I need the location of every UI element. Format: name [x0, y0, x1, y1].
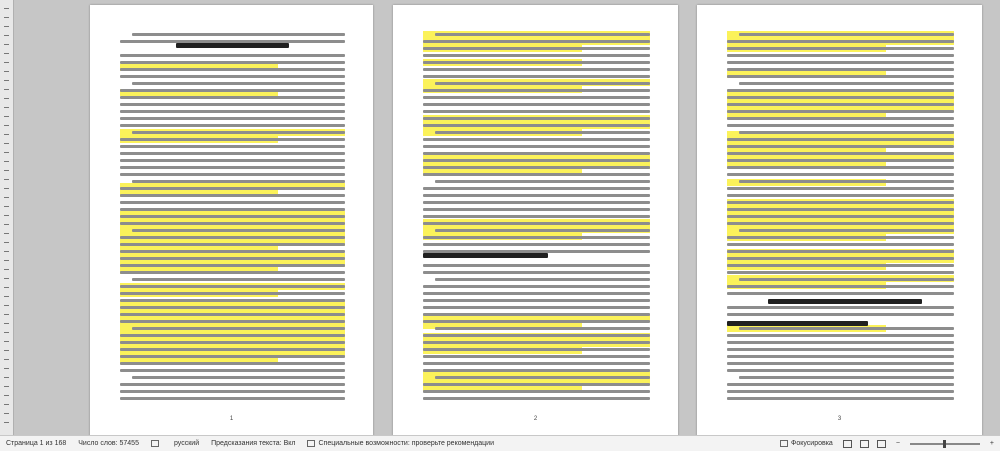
- text-line: [132, 327, 345, 330]
- ruler-tick: [4, 143, 9, 144]
- accessibility-checker[interactable]: [301, 440, 500, 447]
- ruler-tick: [4, 224, 9, 225]
- text-line: [423, 390, 650, 393]
- text-line: [120, 313, 345, 316]
- text-line: [120, 201, 345, 204]
- text-line: [132, 376, 345, 379]
- text-line: [727, 383, 954, 386]
- ruler-tick: [4, 359, 9, 360]
- focus-icon: [780, 440, 788, 447]
- ruler-tick: [4, 350, 9, 351]
- text-line: [120, 96, 345, 99]
- text-line: [727, 145, 954, 148]
- text-line: [739, 180, 954, 183]
- text-line: [423, 383, 650, 386]
- ruler-tick: [4, 8, 9, 9]
- text-line: [120, 299, 345, 302]
- text-line: [739, 82, 954, 85]
- text-line: [423, 236, 650, 239]
- text-line: [423, 313, 650, 316]
- accessibility-label: Специальные возможности: проверьте рекомендации: [318, 440, 494, 447]
- text-prediction-status[interactable]: Предсказания текста: Вкл: [211, 440, 296, 447]
- ruler-tick: [4, 251, 9, 252]
- text-line: [120, 397, 345, 400]
- text-line: [423, 124, 650, 127]
- ruler-tick: [4, 44, 9, 45]
- ruler-tick: [4, 134, 9, 135]
- text-line: [727, 61, 954, 64]
- ruler-tick: [4, 116, 9, 117]
- text-line: [120, 152, 345, 155]
- text-line: [727, 138, 954, 141]
- text-line: [727, 285, 954, 288]
- text-line: [739, 229, 954, 232]
- text-line: [727, 75, 954, 78]
- ruler-tick: [4, 98, 9, 99]
- text-line: [423, 103, 650, 106]
- text-line: [435, 278, 650, 281]
- text-line: [120, 271, 345, 274]
- print-layout-icon[interactable]: [860, 440, 869, 448]
- text-line: [423, 299, 650, 302]
- vertical-ruler: [0, 0, 14, 436]
- ruler-tick: [4, 323, 9, 324]
- document-page-1[interactable]: [90, 5, 373, 436]
- text-line: [120, 124, 345, 127]
- page-1-text-area: [120, 31, 345, 402]
- text-line: [423, 68, 650, 71]
- ruler-tick: [4, 287, 9, 288]
- text-line: [423, 61, 650, 64]
- word-count[interactable]: Число слов: 57455: [78, 440, 139, 447]
- text-line: [727, 187, 954, 190]
- text-line: [727, 355, 954, 358]
- text-line: [423, 96, 650, 99]
- text-line: [423, 117, 650, 120]
- ruler-tick: [4, 206, 9, 207]
- text-line: [132, 229, 345, 232]
- text-line: [727, 68, 954, 71]
- text-line: [120, 68, 345, 71]
- text-line: [120, 236, 345, 239]
- text-line: [423, 271, 650, 274]
- text-line: [435, 33, 650, 36]
- zoom-slider[interactable]: [910, 443, 980, 445]
- text-line: [435, 180, 650, 183]
- text-line: [423, 334, 650, 337]
- text-line: [120, 159, 345, 162]
- heading-line: [727, 321, 868, 326]
- ruler-tick: [4, 53, 9, 54]
- page-number-2: 2: [533, 416, 538, 422]
- focus-mode-button[interactable]: [774, 440, 839, 447]
- document-page-3[interactable]: [697, 5, 982, 436]
- text-line: [120, 341, 345, 344]
- text-line: [423, 47, 650, 50]
- heading-line: [423, 253, 548, 258]
- text-line: [727, 257, 954, 260]
- text-line: [727, 96, 954, 99]
- text-line: [739, 376, 954, 379]
- text-line: [423, 243, 650, 246]
- page-info[interactable]: Страница 1 из 168: [6, 440, 67, 447]
- text-line: [727, 362, 954, 365]
- ruler-tick: [4, 332, 9, 333]
- ruler-tick: [4, 395, 9, 396]
- ruler-tick: [4, 260, 9, 261]
- text-line: [120, 250, 345, 253]
- zoom-in-button[interactable]: +: [989, 440, 994, 447]
- text-line: [423, 40, 650, 43]
- text-line: [423, 75, 650, 78]
- ruler-tick: [4, 179, 9, 180]
- status-bar: [0, 435, 1000, 451]
- text-line: [423, 201, 650, 204]
- text-line: [120, 75, 345, 78]
- text-line: [120, 173, 345, 176]
- text-line: [120, 103, 345, 106]
- language-indicator[interactable]: русский: [173, 440, 200, 447]
- text-line: [120, 222, 345, 225]
- text-line: [739, 33, 954, 36]
- text-line: [423, 138, 650, 141]
- text-line: [423, 369, 650, 372]
- ruler-tick: [4, 305, 9, 306]
- page-number-1: 1: [229, 416, 234, 422]
- proofing-status[interactable]: [145, 440, 168, 447]
- text-line: [727, 397, 954, 400]
- text-line: [727, 341, 954, 344]
- text-line: [120, 243, 345, 246]
- text-line: [727, 159, 954, 162]
- ruler-tick: [4, 386, 9, 387]
- ruler-tick: [4, 17, 9, 18]
- text-line: [423, 348, 650, 351]
- text-line: [132, 33, 345, 36]
- page-2-text-area: [423, 31, 650, 402]
- page-number-3: 3: [837, 416, 842, 422]
- text-line: [739, 327, 954, 330]
- text-line: [120, 390, 345, 393]
- text-line: [727, 103, 954, 106]
- ruler-tick: [4, 161, 9, 162]
- text-line: [120, 383, 345, 386]
- text-line: [423, 285, 650, 288]
- text-line: [120, 208, 345, 211]
- text-line: [727, 215, 954, 218]
- focus-label: Фокусировка: [791, 440, 833, 447]
- text-line: [120, 334, 345, 337]
- text-line: [120, 348, 345, 351]
- text-line: [423, 306, 650, 309]
- text-line: [727, 54, 954, 57]
- ruler-tick: [4, 314, 9, 315]
- ruler-tick: [4, 107, 9, 108]
- text-line: [435, 82, 650, 85]
- text-line: [727, 264, 954, 267]
- text-line: [727, 173, 954, 176]
- ruler-tick: [4, 233, 9, 234]
- text-line: [120, 215, 345, 218]
- text-line: [727, 271, 954, 274]
- web-layout-icon[interactable]: [877, 440, 886, 448]
- ruler-tick: [4, 404, 9, 405]
- text-line: [727, 166, 954, 169]
- ruler-tick: [4, 278, 9, 279]
- text-line: [120, 292, 345, 295]
- document-page-2[interactable]: [393, 5, 678, 436]
- text-line: [739, 278, 954, 281]
- text-line: [120, 138, 345, 141]
- text-line: [132, 180, 345, 183]
- ruler-tick: [4, 215, 9, 216]
- ruler-tick: [4, 188, 9, 189]
- text-line: [727, 110, 954, 113]
- text-line: [423, 173, 650, 176]
- text-line: [727, 222, 954, 225]
- text-line: [423, 320, 650, 323]
- ruler-tick: [4, 152, 9, 153]
- ruler-tick: [4, 197, 9, 198]
- text-line: [727, 201, 954, 204]
- ruler-tick: [4, 269, 9, 270]
- text-line: [423, 355, 650, 358]
- heading-line: [768, 299, 922, 304]
- text-line: [727, 194, 954, 197]
- page-3-text-area: [727, 31, 954, 402]
- text-line: [120, 89, 345, 92]
- text-line: [423, 152, 650, 155]
- text-line: [727, 243, 954, 246]
- text-line: [120, 264, 345, 267]
- text-line: [423, 166, 650, 169]
- text-line: [423, 362, 650, 365]
- heading-line: [176, 43, 289, 48]
- ruler-tick: [4, 89, 9, 90]
- zoom-out-button[interactable]: −: [895, 440, 900, 447]
- ruler-tick: [4, 170, 9, 171]
- text-line: [120, 320, 345, 323]
- text-line: [120, 187, 345, 190]
- proofing-icon: [151, 440, 159, 447]
- text-line: [727, 390, 954, 393]
- text-line: [423, 292, 650, 295]
- ruler-tick: [4, 377, 9, 378]
- ruler-tick: [4, 71, 9, 72]
- text-line: [120, 54, 345, 57]
- text-line: [727, 117, 954, 120]
- text-line: [423, 194, 650, 197]
- ruler-tick: [4, 35, 9, 36]
- text-line: [423, 89, 650, 92]
- text-line: [423, 215, 650, 218]
- text-line: [120, 166, 345, 169]
- text-line: [727, 47, 954, 50]
- text-line: [423, 264, 650, 267]
- read-mode-icon[interactable]: [843, 440, 852, 448]
- ruler-tick: [4, 296, 9, 297]
- text-line: [727, 89, 954, 92]
- ruler-tick: [4, 80, 9, 81]
- text-line: [423, 159, 650, 162]
- ruler-tick: [4, 26, 9, 27]
- text-line: [423, 222, 650, 225]
- text-line: [435, 229, 650, 232]
- ruler-tick: [4, 341, 9, 342]
- text-line: [423, 110, 650, 113]
- text-line: [739, 131, 954, 134]
- text-line: [727, 369, 954, 372]
- accessibility-icon: [307, 440, 315, 447]
- text-line: [435, 327, 650, 330]
- text-line: [727, 208, 954, 211]
- text-line: [727, 306, 954, 309]
- text-line: [120, 369, 345, 372]
- text-line: [120, 117, 345, 120]
- text-line: [423, 187, 650, 190]
- text-line: [120, 194, 345, 197]
- text-line: [423, 250, 650, 253]
- ruler-tick: [4, 368, 9, 369]
- text-line: [132, 278, 345, 281]
- text-line: [132, 82, 345, 85]
- text-line: [727, 292, 954, 295]
- text-line: [120, 285, 345, 288]
- text-line: [423, 208, 650, 211]
- text-line: [120, 306, 345, 309]
- text-line: [727, 313, 954, 316]
- text-line: [423, 341, 650, 344]
- text-line: [435, 131, 650, 134]
- ruler-tick: [4, 413, 9, 414]
- text-line: [120, 145, 345, 148]
- text-line: [120, 362, 345, 365]
- text-line: [727, 40, 954, 43]
- ruler-tick: [4, 422, 9, 423]
- ruler-tick: [4, 242, 9, 243]
- text-line: [727, 348, 954, 351]
- text-line: [727, 152, 954, 155]
- text-line: [120, 355, 345, 358]
- text-line: [423, 54, 650, 57]
- text-line: [120, 40, 345, 43]
- text-line: [727, 236, 954, 239]
- text-line: [727, 124, 954, 127]
- ruler-tick: [4, 125, 9, 126]
- text-line: [120, 61, 345, 64]
- text-line: [727, 250, 954, 253]
- ruler-tick: [4, 62, 9, 63]
- text-line: [727, 334, 954, 337]
- text-line: [132, 131, 345, 134]
- zoom-slider-thumb[interactable]: [943, 440, 946, 448]
- text-line: [120, 110, 345, 113]
- text-line: [120, 257, 345, 260]
- text-line: [423, 145, 650, 148]
- text-line: [435, 376, 650, 379]
- text-line: [423, 397, 650, 400]
